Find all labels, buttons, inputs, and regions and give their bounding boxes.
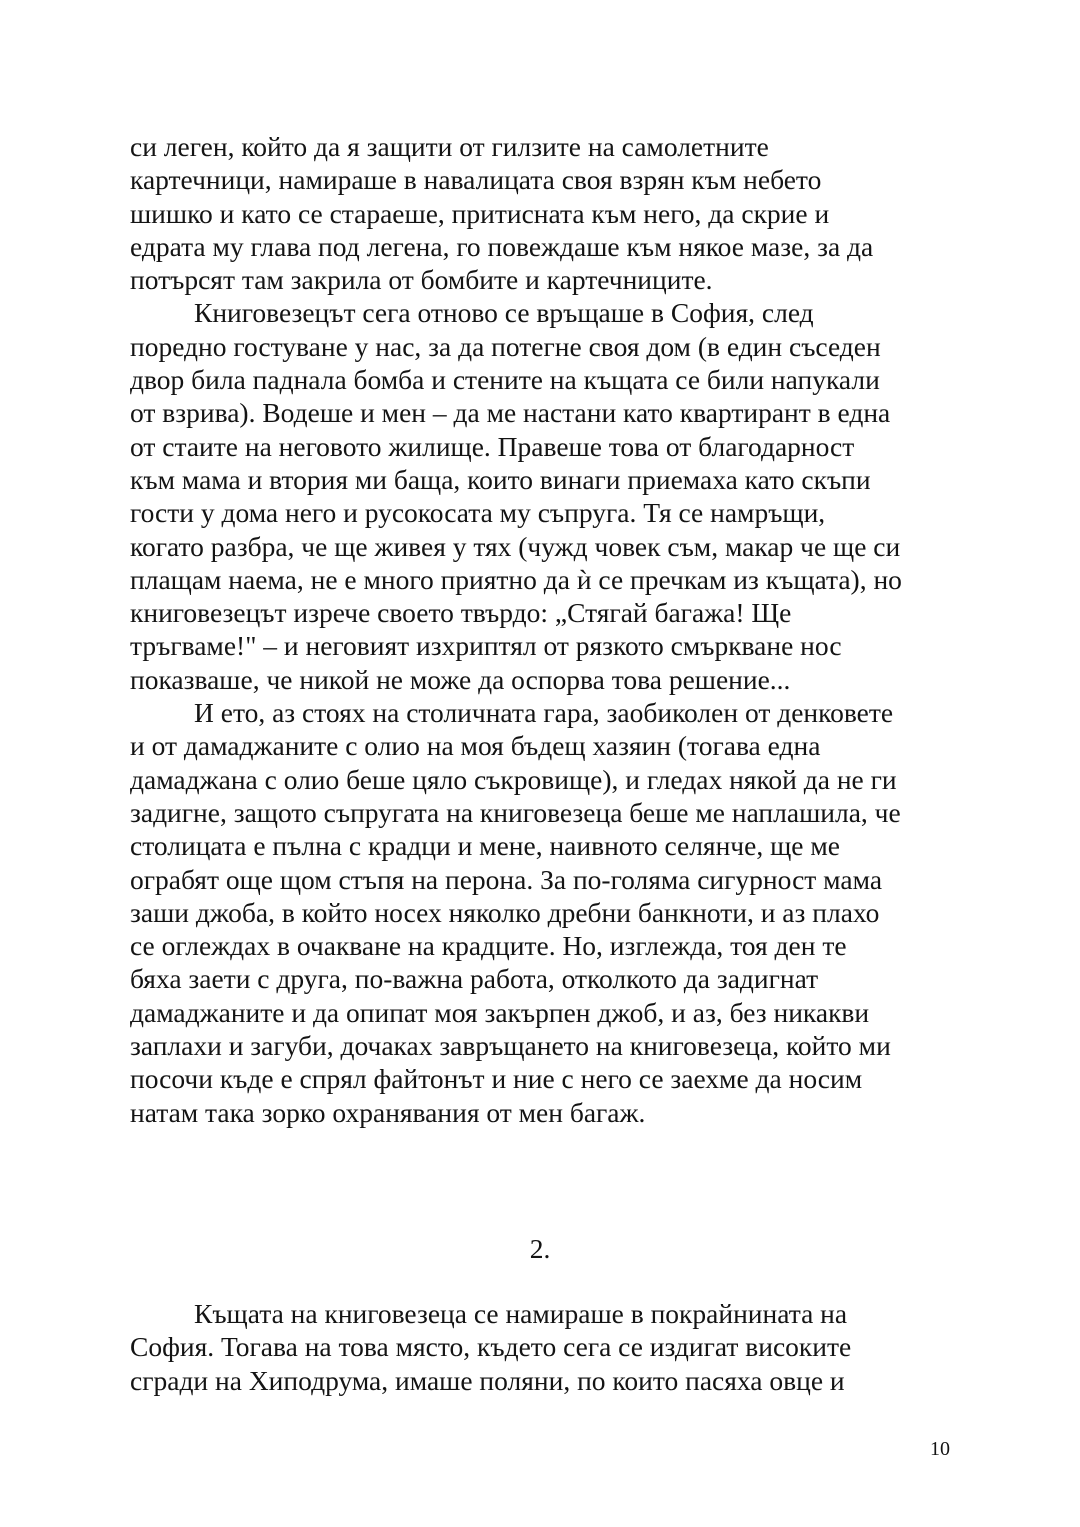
text-line: гости у дома него и русокосата му съпруга. Тя се намръщи, — [130, 497, 826, 529]
text-line: задигне, защото съпругата на книговезеца беше ме наплашила, че — [130, 796, 901, 828]
body-text-before-chapter — [130, 130, 950, 1129]
text-line: поредно гостуване у нас, за да потегне своя дом (в един съседен — [130, 330, 881, 362]
text-line: от взрива). Водеше и мен – да ме настани като квартирант в една — [130, 397, 891, 429]
text-line: книговезецът изрече своето твърдо: „Стягай багажа! Ще — [130, 597, 792, 629]
paragraph-first-line: Къщата на книговезеца се намираше в покрайнината на — [194, 1298, 848, 1329]
chapter-number: 2. — [529, 1233, 551, 1264]
text-line: сгради на Хиподрума, имаше поляни, по които пасяха овце и — [130, 1364, 845, 1396]
text-line: показваше, че никой не може да оспорва това решение... — [130, 663, 791, 695]
text-line: заши джоба, в който носех няколко дребни банкноти, и аз плахо — [130, 896, 880, 928]
text-line: и от дамаджаните с олио на моя бъдещ хазяин (тогава една — [130, 730, 821, 762]
text-line: картечници, намираше в навалицата своя взрян към небето — [130, 164, 822, 196]
text-line: заплахи и загуби, дочаках завръщането на книговезеца, който ми — [130, 1030, 891, 1062]
paragraph-first-line: И ето, аз стоях на столичната гара, заобиколен от денковете — [194, 697, 894, 729]
text-line: натам така зорко охранявания от мен багаж. — [130, 1096, 646, 1128]
paragraph-first-line: Книговезецът сега отново се връщаше в София, след — [194, 297, 814, 329]
body-text-after-chapter — [130, 1297, 950, 1397]
text-line: шишко и като се стараеше, притисната към него, да скрие и — [130, 197, 830, 229]
text-line: когато разбра, че ще живея у тях (чужд човек съм, макар че ще си — [130, 530, 901, 562]
text-line: столицата е пълна с крадци и мене, наивното селянче, ще ме — [130, 830, 840, 862]
text-line: двор била паднала бомба и стените на къщата се били напукали — [130, 364, 880, 396]
text-line: потърсят там закрила от бомбите и картечниците. — [130, 264, 713, 296]
text-line: ограбят още щом стъпя на перона. За по-голяма сигурност мама — [130, 863, 883, 895]
text-line: едрата му глава под легена, го повеждаше към някое мазе, за да — [130, 230, 874, 262]
text-line: се оглеждах в очакване на крадците. Но, изглежда, тоя ден те — [130, 930, 847, 962]
text-line: към мама и втория ми баща, които винаги приемаха като скъпи — [130, 463, 871, 495]
page-number: 10 — [930, 1438, 950, 1460]
text-line: посочи къде е спрял файтонът и ние с него се заехме да носим — [130, 1063, 863, 1095]
text-line: от стаите на неговото жилище. Правеше това от благодарност — [130, 430, 855, 462]
text-line: си леген, който да я защити от гилзите на самолетните — [130, 131, 769, 162]
text-line: София. Тогава на това място, където сега се издигат високите — [130, 1331, 852, 1363]
text-line: бяха заети с друга, по-важна работа, отколкото да задигнат — [130, 963, 819, 995]
text-line: тръгваме!" – и неговият изхриптял от рязкото смъркване нос — [130, 630, 842, 662]
text-line: плащам наема, не е много приятно да ѝ се пречкам из къщата), но — [130, 563, 902, 595]
text-line: дамаджана с олио беше цяло съкровище), и гледах някой да не ги — [130, 763, 897, 795]
text-line: дамаджаните и да опипат моя закърпен джоб, и аз, без никакви — [130, 996, 870, 1028]
